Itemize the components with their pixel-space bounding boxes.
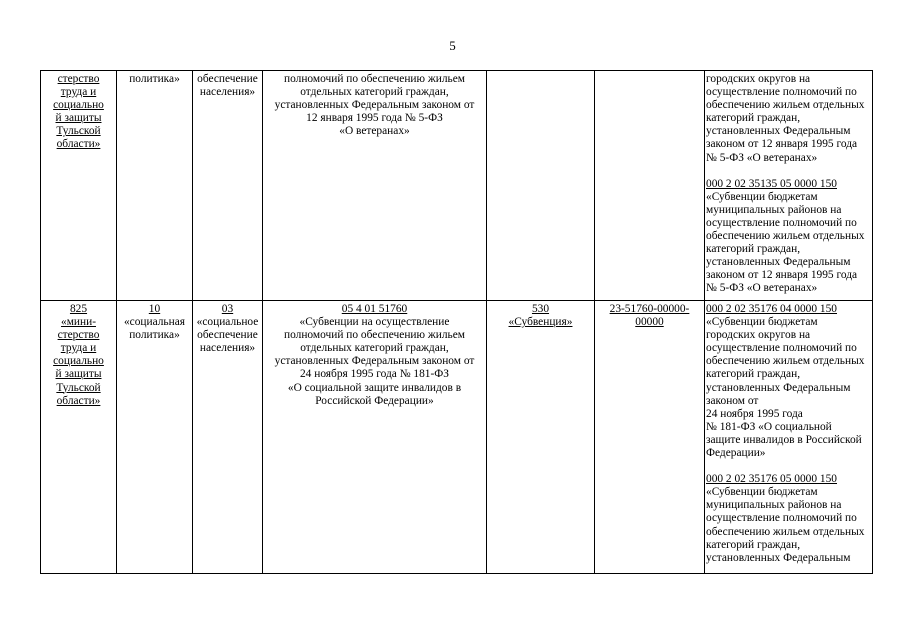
text-line: населения» xyxy=(199,342,256,355)
text-line: установленных Федеральным xyxy=(706,125,851,138)
subsection-cell xyxy=(193,301,263,574)
text-line: «Субвенции бюджетам xyxy=(706,486,818,499)
text-line: стерство xyxy=(57,329,100,342)
text-line: Тульской xyxy=(56,125,101,138)
text-line: законом от 12 января 1995 года xyxy=(706,138,858,151)
code-cell xyxy=(595,301,705,574)
text-line: политика» xyxy=(129,329,180,342)
agency-cell xyxy=(41,71,117,301)
text-line: № 181-ФЗ «О социальной xyxy=(706,420,832,433)
text-line: политика» xyxy=(129,73,180,85)
text-line: 23-51760-00000- xyxy=(609,303,690,315)
text-line: законом от 12 января 1995 года xyxy=(706,269,858,282)
subsection-text xyxy=(194,316,261,355)
text-line: муниципальных районов на xyxy=(706,203,842,216)
text-line: «Субвенции бюджетам xyxy=(706,190,818,203)
text-line: обеспечение xyxy=(197,73,258,85)
text-line: «социальная xyxy=(123,316,186,329)
agency-text xyxy=(42,73,115,152)
text-line: Тульской xyxy=(56,381,101,394)
revenue-code-1: 000 2 02 35176 04 0000 150 xyxy=(706,303,837,315)
revenue-cell xyxy=(705,71,873,301)
text-line: обеспечению жильем отдельных xyxy=(706,99,865,112)
section-cell xyxy=(117,71,193,301)
text-line: «О ветеранах» xyxy=(339,125,410,138)
revenue-code-2: 000 2 02 35135 05 0000 150 xyxy=(706,177,837,190)
revenue-block-1 xyxy=(706,316,871,460)
revenue-block-2 xyxy=(706,191,871,296)
text-line: городских округов на xyxy=(706,329,811,342)
revenue-code-2: 000 2 02 35176 05 0000 150 xyxy=(706,473,837,486)
text-line: обеспечению жильем отдельных xyxy=(706,355,865,368)
text-line: «О социальной защите инвалидов в xyxy=(287,381,462,394)
table-row xyxy=(41,71,873,301)
text-line: обеспечению жильем отдельных xyxy=(706,525,865,538)
text-line: й защиты xyxy=(55,368,102,381)
text-line: категорий граждан, xyxy=(706,538,801,551)
expense-type-text: «Субвенция» xyxy=(508,316,573,329)
page-number: 5 xyxy=(449,38,456,53)
text-line: 24 ноября 1995 года xyxy=(706,407,803,420)
text-line: области» xyxy=(56,394,101,407)
text-line: Российской Федерации» xyxy=(315,394,434,407)
section-text xyxy=(118,73,191,86)
text-line: установленных Федеральным законом от xyxy=(274,355,475,368)
text-line: «мини- xyxy=(61,316,96,329)
text-line: «социальное xyxy=(196,316,259,329)
agency-cell xyxy=(41,301,117,574)
text-line: осуществление полномочий по xyxy=(706,216,857,229)
purpose-text xyxy=(264,73,485,138)
text-line: законом от xyxy=(706,394,759,407)
revenue-block-1 xyxy=(706,73,871,165)
section-code: 10 xyxy=(148,303,161,315)
text-line: труда и xyxy=(60,342,97,355)
text-line: № 5-ФЗ «О ветеранах» xyxy=(706,282,818,295)
text-line: категорий граждан, xyxy=(706,112,801,125)
text-line: обеспечению жильем отдельных xyxy=(706,230,865,243)
revenue-block-2 xyxy=(706,486,871,565)
text-line: 24 ноября 1995 года № 181-ФЗ xyxy=(299,368,449,381)
subsection-cell xyxy=(193,71,263,301)
text-line: осуществление полномочий по xyxy=(706,86,857,99)
text-line: «Субвенции на осуществление xyxy=(299,316,450,329)
text-line: области» xyxy=(56,138,101,151)
text-line: 00000 xyxy=(635,316,664,329)
purpose-code: 05 4 01 51760 xyxy=(341,303,408,315)
purpose-cell xyxy=(263,301,487,574)
section-text xyxy=(118,316,191,342)
revenue-cell xyxy=(705,301,873,574)
agency-code: 825 xyxy=(69,303,88,315)
text-line: отдельных категорий граждан, xyxy=(300,342,449,355)
text-line: городских округов на xyxy=(706,73,811,85)
budget-table xyxy=(40,70,873,574)
text-line: полномочий по обеспечению жильем xyxy=(284,329,465,342)
text-line: установленных Федеральным xyxy=(706,256,851,269)
expense-type-code: 530 xyxy=(531,303,550,315)
text-line: полномочий по обеспечению жильем xyxy=(284,73,465,85)
text-line: социально xyxy=(53,355,104,368)
text-line: установленных Федеральным xyxy=(706,551,851,564)
expense-type-cell xyxy=(487,301,595,574)
text-line: № 5-ФЗ «О ветеранах» xyxy=(706,151,818,164)
text-line: защите инвалидов в Российской xyxy=(706,433,862,446)
table-row xyxy=(41,301,873,574)
subsection-text xyxy=(194,73,261,99)
text-line: труда и xyxy=(60,86,97,99)
purpose-cell xyxy=(263,71,487,301)
text-line: муниципальных районов на xyxy=(706,499,842,512)
text-line: осуществление полномочий по xyxy=(706,342,857,355)
text-line: «Субвенции бюджетам xyxy=(706,316,818,329)
subsection-code: 03 xyxy=(221,303,234,315)
agency-text xyxy=(42,316,115,408)
text-line: 12 января 1995 года № 5-ФЗ xyxy=(306,112,443,125)
text-line: й защиты xyxy=(55,112,102,125)
purpose-text xyxy=(264,316,485,408)
text-line: установленных Федеральным законом от xyxy=(274,99,475,112)
text-line: отдельных категорий граждан, xyxy=(300,86,449,99)
code-text xyxy=(596,303,703,329)
text-line: осуществление полномочий по xyxy=(706,512,857,525)
text-line: категорий граждан, xyxy=(706,368,801,381)
text-line: установленных Федеральным xyxy=(706,381,851,394)
text-line: Федерации» xyxy=(706,447,766,460)
text-line: категорий граждан, xyxy=(706,243,801,256)
text-line: населения» xyxy=(199,86,256,99)
expense-type-cell xyxy=(487,71,595,301)
text-line: обеспечение xyxy=(197,329,258,342)
section-cell xyxy=(117,301,193,574)
text-line: стерство xyxy=(57,73,100,85)
text-line: социально xyxy=(53,99,104,112)
code-cell xyxy=(595,71,705,301)
